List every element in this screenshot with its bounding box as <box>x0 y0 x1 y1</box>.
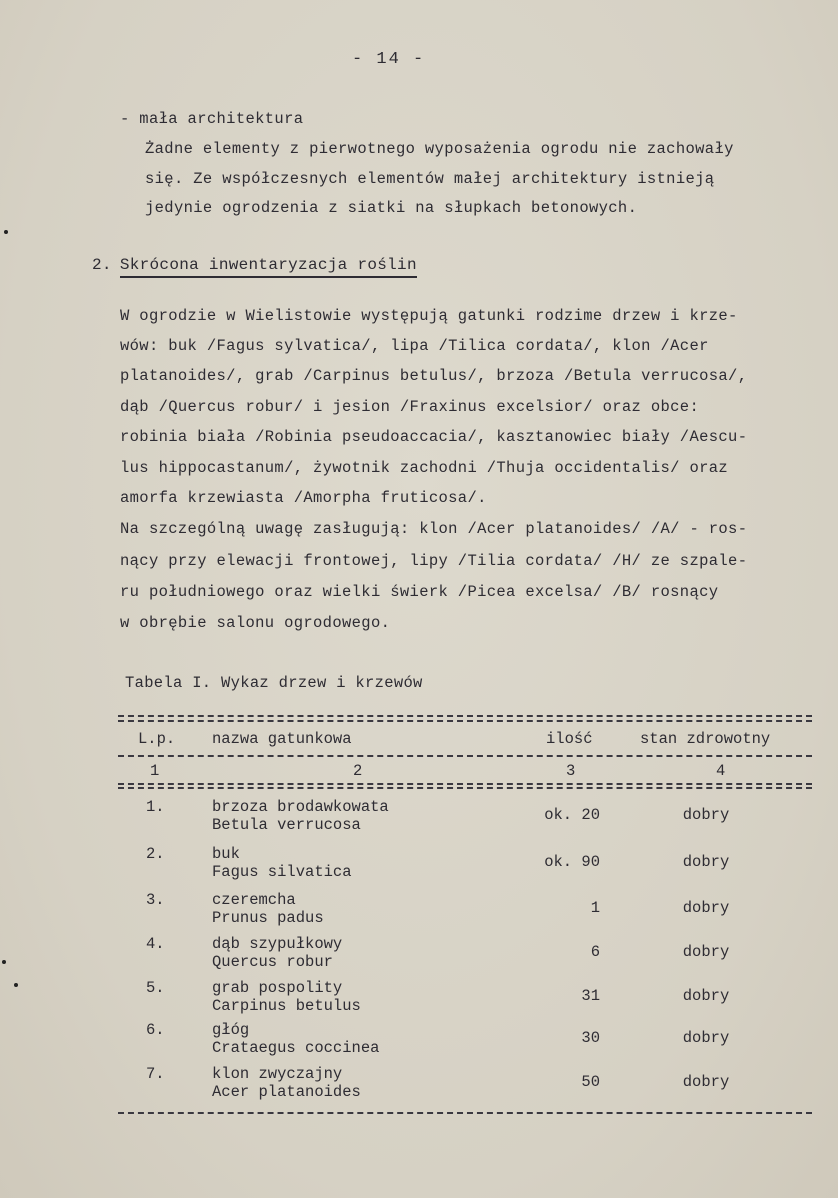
paragraph-line: Żadne elementy z pierwotnego wyposażenia ogrodu nie zachowały <box>145 140 734 158</box>
header-qty: ilość <box>546 730 593 748</box>
health-state: dobry <box>682 1073 730 1091</box>
paragraph-line: jedynie ogrodzenia z siatki na słupkach betonowych. <box>145 199 638 217</box>
species-latin-name: Fagus silvatica <box>212 863 352 881</box>
species-quantity: 6 <box>590 943 600 961</box>
species-latin-name: Crataegus coccinea <box>212 1039 380 1057</box>
table-rule <box>118 1112 812 1114</box>
table-rule <box>118 787 812 789</box>
species-polish-name: grab pospolity <box>212 979 343 997</box>
species-quantity: 31 <box>581 987 600 1005</box>
health-state: dobry <box>682 1029 730 1047</box>
paragraph-line: Na szczególną uwagę zasługują: klon /Acer platanoides/ /A/ - ros- <box>120 520 748 538</box>
paragraph-line: w obrębie salonu ogrodowego. <box>120 614 391 632</box>
table-rule <box>118 715 812 717</box>
column-number: 3 <box>566 762 576 780</box>
paragraph-line: dąb /Quercus robur/ i jesion /Fraxinus excelsior/ oraz obce: <box>120 398 700 416</box>
species-quantity: 1 <box>590 899 600 917</box>
species-latin-name: Betula verrucosa <box>212 816 361 834</box>
species-quantity: 30 <box>581 1029 600 1047</box>
paragraph-line: platanoides/, grab /Carpinus betulus/, brzoza /Betula verrucosa/, <box>120 367 748 385</box>
row-lp: 1. <box>146 798 165 816</box>
health-state: dobry <box>682 853 730 871</box>
species-latin-name: Prunus padus <box>212 909 324 927</box>
row-lp: 2. <box>146 845 165 863</box>
column-number: 2 <box>353 762 363 780</box>
scan-margin-dot <box>2 960 6 964</box>
species-quantity: ok. 90 <box>544 853 600 871</box>
scan-margin-dot <box>14 983 18 987</box>
table-rule <box>118 720 812 722</box>
table-row <box>118 1021 812 1065</box>
section-heading <box>92 256 417 274</box>
paragraph-line: W ogrodzie w Wielistowie występują gatunki rodzime drzew i krze- <box>120 307 738 325</box>
paragraph-line: się. Ze współczesnych elementów małej architektury istnieją <box>145 170 715 188</box>
column-number: 4 <box>716 762 726 780</box>
column-number: 1 <box>150 762 160 780</box>
paragraph-line: ru południowego oraz wielki świerk /Picea excelsa/ /B/ rosnący <box>120 583 719 601</box>
health-state: dobry <box>682 806 730 824</box>
header-name: nazwa gatunkowa <box>212 730 352 748</box>
paragraph-line: robinia biała /Robinia pseudoaccacia/, kasztanowiec biały /Aescu- <box>120 428 748 446</box>
table-row <box>118 1065 812 1109</box>
row-lp: 3. <box>146 891 165 909</box>
subsection-heading: - mała architektura <box>120 110 304 128</box>
species-polish-name: dąb szypułkowy <box>212 935 343 953</box>
paragraph-line: lus hippocastanum/, żywotnik zachodni /Thuja occidentalis/ oraz <box>120 459 729 477</box>
species-polish-name: buk <box>212 845 240 863</box>
species-polish-name: głóg <box>212 1021 250 1039</box>
header-state: stan zdrowotny <box>640 730 771 748</box>
health-state: dobry <box>682 899 730 917</box>
section-title: Skrócona inwentaryzacja roślin <box>120 256 417 278</box>
species-latin-name: Quercus robur <box>212 953 333 971</box>
table-row <box>118 798 812 842</box>
species-polish-name: czeremcha <box>212 891 296 909</box>
row-lp: 6. <box>146 1021 165 1039</box>
header-lp: L.p. <box>138 730 176 748</box>
table-caption: Tabela I. Wykaz drzew i krzewów <box>125 674 423 692</box>
paragraph-line: wów: buk /Fagus sylvatica/, lipa /Tilica cordata/, klon /Acer <box>120 337 709 355</box>
table-row <box>118 845 812 889</box>
row-lp: 5. <box>146 979 165 997</box>
species-polish-name: brzoza brodawkowata <box>212 798 389 816</box>
table-row <box>118 935 812 979</box>
species-quantity: ok. 20 <box>544 806 600 824</box>
row-lp: 7. <box>146 1065 165 1083</box>
scan-margin-dot <box>4 230 8 234</box>
page-number: - 14 - <box>352 50 426 69</box>
species-latin-name: Carpinus betulus <box>212 997 361 1015</box>
paragraph-line: amorfa krzewiasta /Amorpha fruticosa/. <box>120 489 487 507</box>
health-state: dobry <box>682 987 730 1005</box>
row-lp: 4. <box>146 935 165 953</box>
section-number: 2. <box>92 256 112 274</box>
health-state: dobry <box>682 943 730 961</box>
table-row <box>118 891 812 935</box>
table-rule <box>118 755 812 757</box>
paragraph-line: nący przy elewacji frontowej, lipy /Tilia cordata/ /H/ ze szpale- <box>120 552 748 570</box>
table-row <box>118 979 812 1023</box>
species-latin-name: Acer platanoides <box>212 1083 361 1101</box>
table-rule <box>118 783 812 785</box>
species-polish-name: klon zwyczajny <box>212 1065 343 1083</box>
species-quantity: 50 <box>581 1073 600 1091</box>
